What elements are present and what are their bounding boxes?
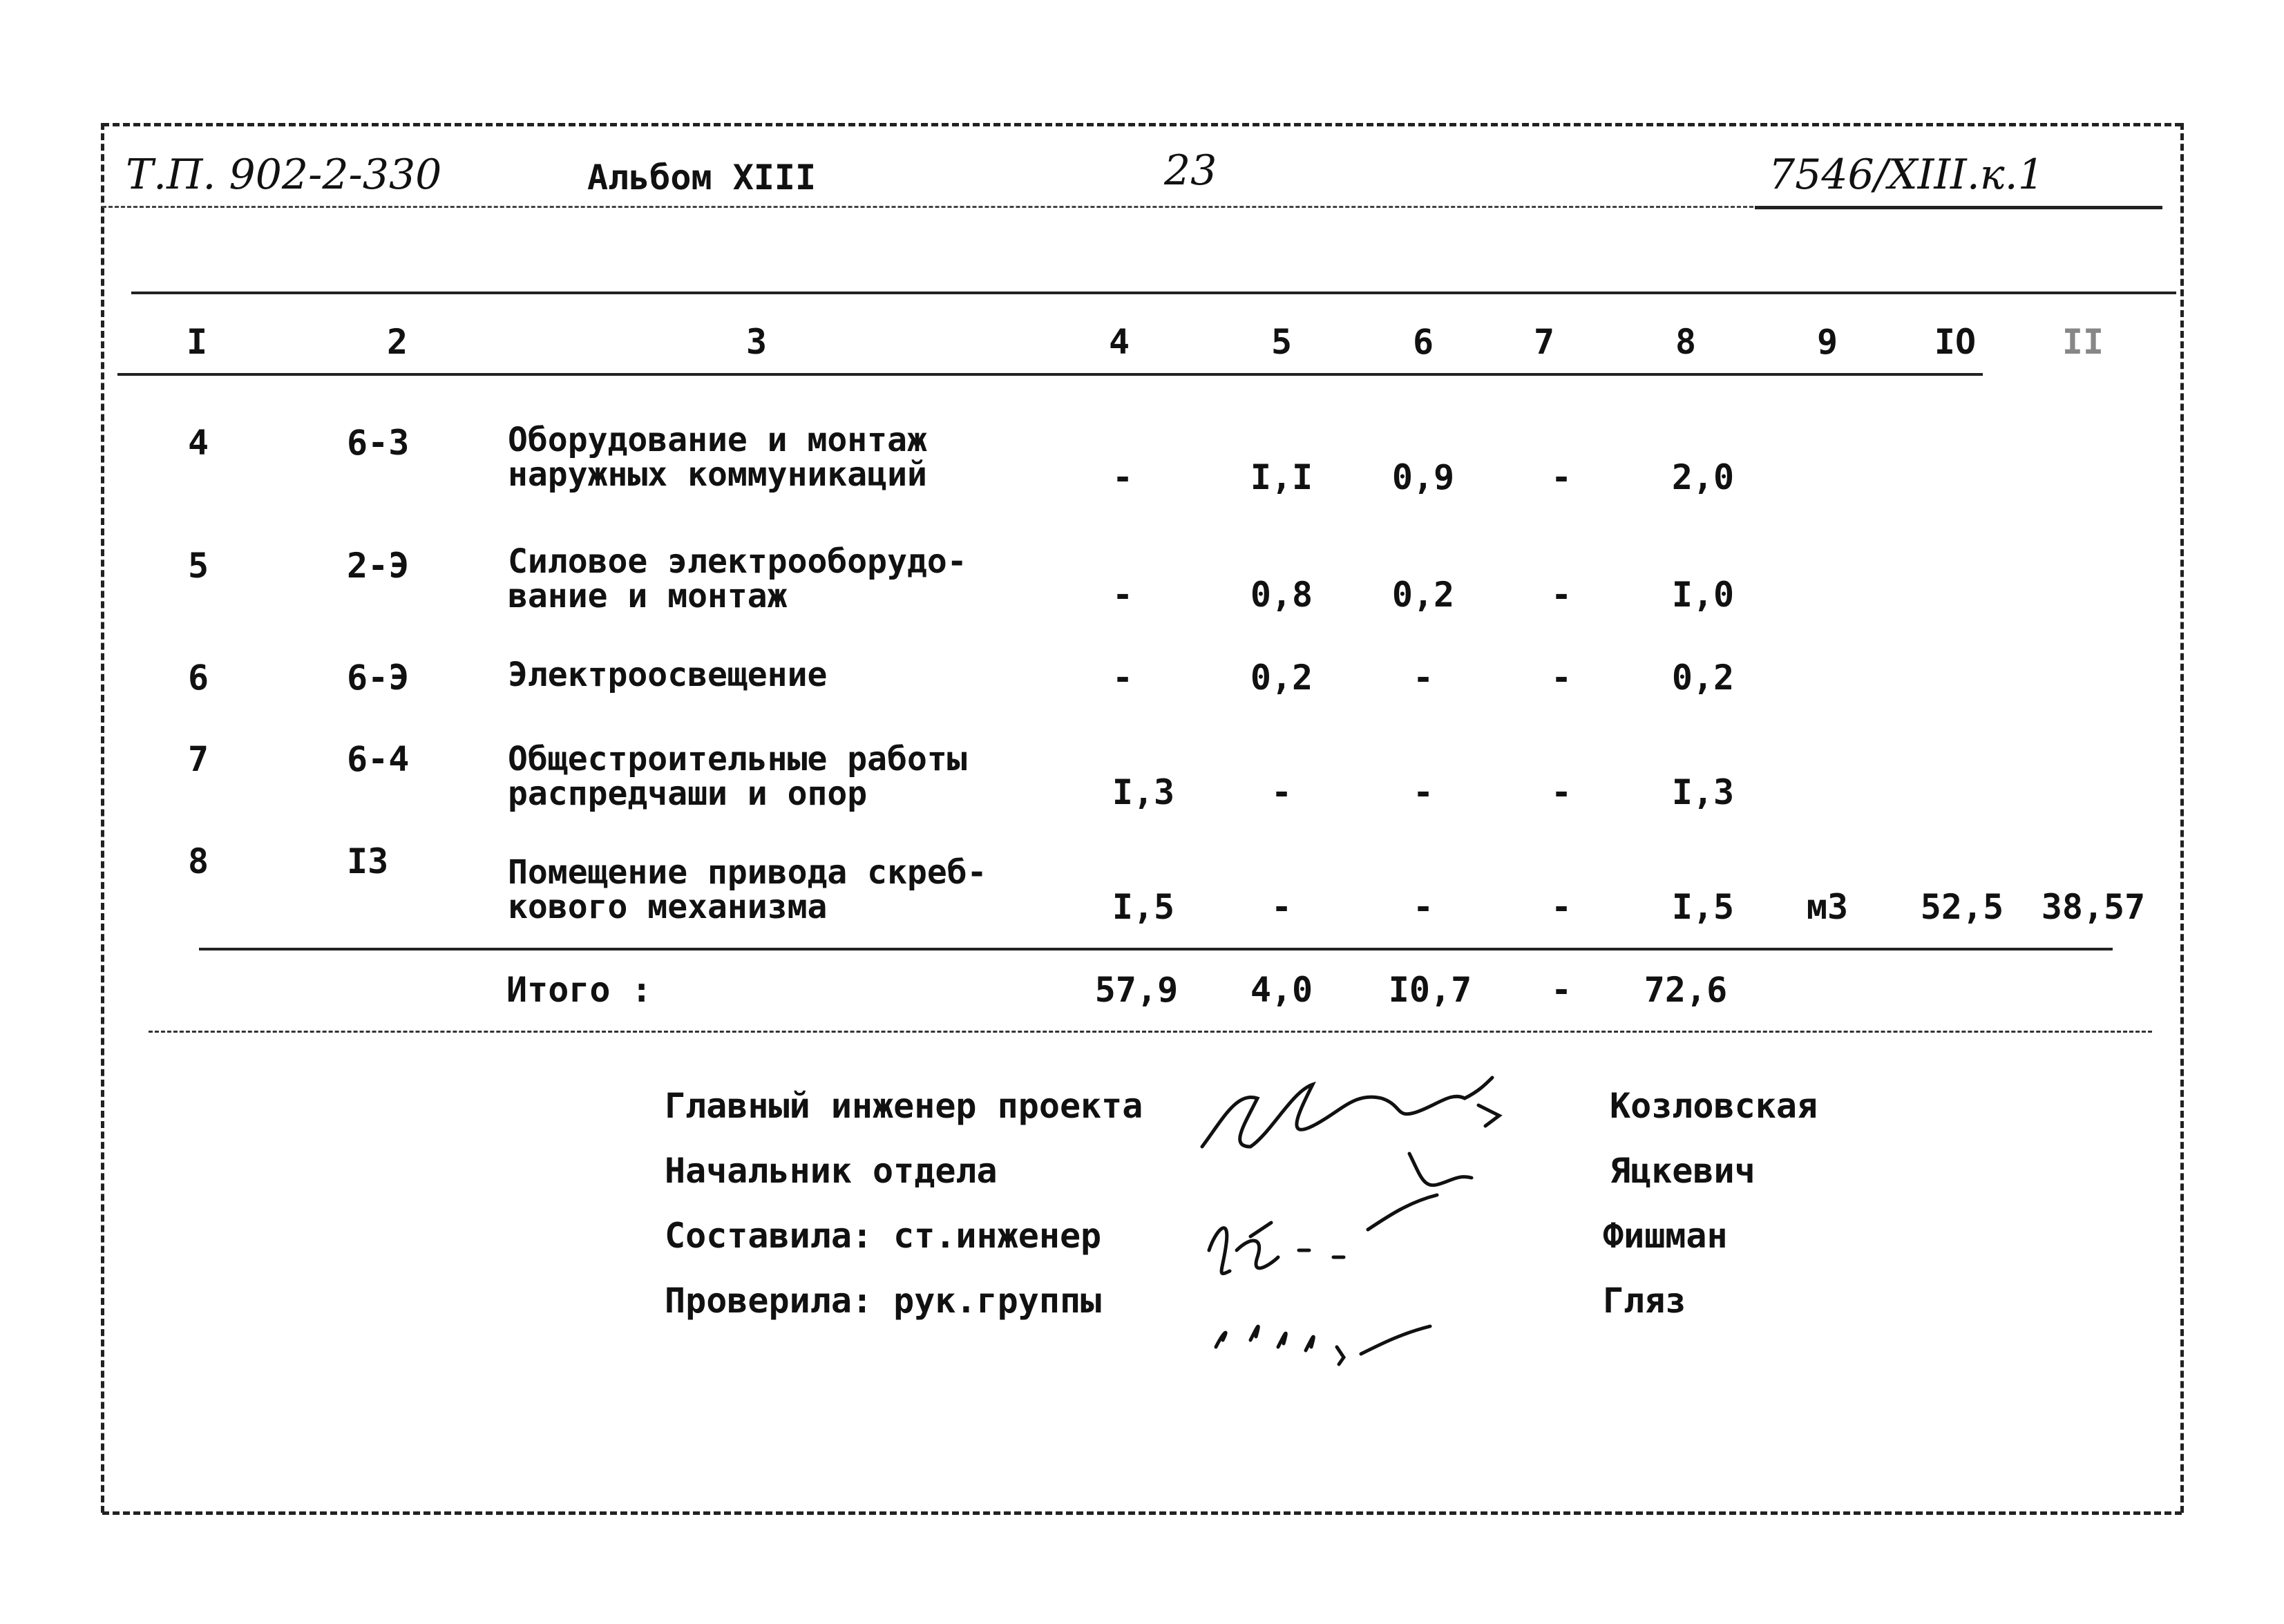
row-number: 8 [188,841,209,881]
total-col5: 4,0 [1250,970,1313,1010]
header-rule [102,206,1753,208]
signature-1 [1202,1078,1492,1147]
signature-1-tail [1478,1105,1499,1126]
col-header-10: IO [1934,322,1977,362]
frame-right-border [2180,123,2184,1513]
signature-3 [1209,1223,1344,1274]
row-number: 5 [188,546,209,586]
row-col7: - [1550,887,1572,927]
row-col4: - [1112,575,1134,615]
row-number: 7 [188,739,209,779]
row-description: Помещение привода скреб- кового механизма [508,853,987,926]
project-code: Т.П. 902-2-330 [126,151,442,199]
frame-bottom-border [102,1511,2182,1515]
row-col8: 2,0 [1671,457,1735,497]
col-header-4: 4 [1108,322,1130,362]
col-header-6: 6 [1412,322,1434,362]
handwritten-signatures [1174,1050,1561,1368]
col-header-7: 7 [1533,322,1555,362]
row-col6: - [1412,658,1434,698]
row-col7: - [1550,575,1572,615]
row-code: 2-Э [347,546,410,586]
row-col5: I,I [1250,457,1313,497]
total-rule-top [199,948,2113,950]
col-header-9: 9 [1816,322,1838,362]
row-code: 6-4 [347,739,410,779]
row-col6: - [1412,887,1434,927]
row-col4: I,3 [1112,772,1175,812]
total-rule-bottom [149,1031,2152,1033]
row-col6: - [1412,772,1434,812]
col-header-2: 2 [386,322,408,362]
signature-role: Главный инженер проекта [665,1086,1143,1126]
row-col7: - [1550,457,1572,497]
row-col8: I,3 [1671,772,1735,812]
signature-name: Козловская [1610,1086,1818,1126]
row-description: Силовое электрооборудо- вание и монтаж [508,542,967,615]
col-header-8: 8 [1675,322,1697,362]
page-number: 23 [1164,146,1217,195]
row-col7: - [1550,658,1572,698]
row-col11: 38,57 [2041,887,2146,927]
total-col7: - [1550,970,1572,1010]
row-code: 6-Э [347,658,410,698]
signature-2 [1368,1154,1472,1230]
signature-name: Яцкевич [1610,1151,1755,1191]
signature-4 [1216,1326,1430,1364]
row-col4: - [1112,457,1134,497]
header-underline [1755,206,2162,209]
row-col7: - [1550,772,1572,812]
col-header-11: II [2062,322,2104,362]
row-col5: - [1271,887,1293,927]
row-col6: 0,9 [1391,457,1455,497]
row-col8: I,5 [1671,887,1735,927]
column-header-rule [117,373,1983,376]
signature-role: Начальник отдела [665,1151,998,1191]
row-col6: 0,2 [1391,575,1455,615]
row-col5: 0,8 [1250,575,1313,615]
row-col4: - [1112,658,1134,698]
row-col4: I,5 [1112,887,1175,927]
signature-name: Гляз [1603,1281,1686,1321]
row-description: Общестроительные работы распредчаши и опор [508,740,967,813]
row-col9: м3 [1806,887,1849,927]
row-col5: - [1271,772,1293,812]
total-col8: 72,6 [1644,970,1728,1010]
row-description: Оборудование и монтаж наружных коммуникаций [508,421,927,494]
frame-left-border [101,123,104,1513]
col-header-3: 3 [745,322,768,362]
row-description: Электроосвещение [508,656,828,694]
row-col8: 0,2 [1671,658,1735,698]
table-top-rule [131,292,2176,294]
row-col8: I,0 [1671,575,1735,615]
row-number: 6 [188,658,209,698]
row-number: 4 [188,423,209,463]
signature-role: Составила: ст.инженер [665,1216,1102,1256]
total-col4: 57,9 [1094,970,1179,1010]
frame-top-border [102,123,2182,126]
signature-role: Проверила: рук.группы [665,1281,1102,1321]
row-col10: 52,5 [1920,887,2004,927]
total-label: Итого : [506,970,652,1010]
sheet-code: 7546/XIII.к.1 [1769,151,2044,199]
signature-name: Фишман [1603,1216,1728,1256]
row-code: I3 [347,841,389,881]
row-code: 6-3 [347,423,410,463]
col-header-1: I [186,322,208,362]
total-col6: I0,7 [1388,970,1472,1010]
album-label: Альбом XIII [587,157,817,198]
row-col5: 0,2 [1250,658,1313,698]
col-header-5: 5 [1271,322,1293,362]
